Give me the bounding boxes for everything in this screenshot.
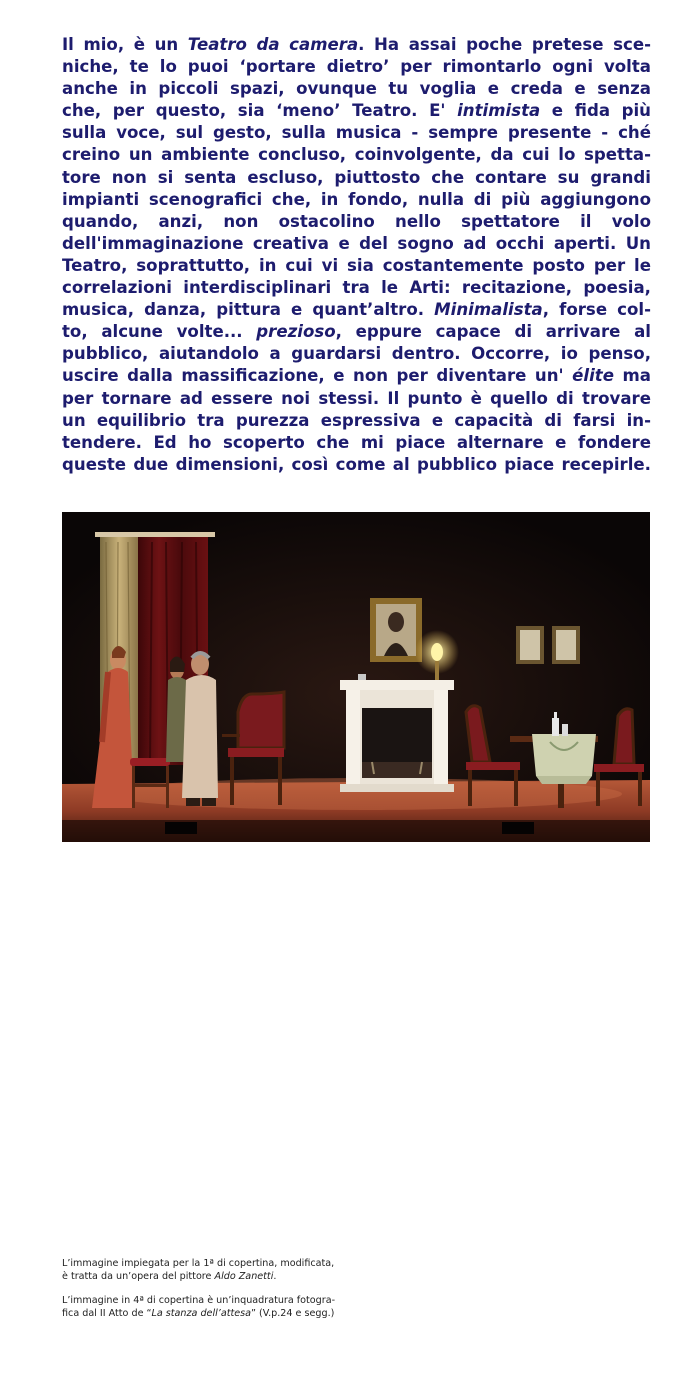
text-run: correlazioni interdisciplinari tra le Arti: recitazione, poesia, <box>62 278 651 298</box>
credit-line: . <box>273 1270 277 1282</box>
credit-line: L’immagine in 4ª di copertina è un’inquadratura fotogra- <box>62 1295 336 1307</box>
paragraph-line <box>62 277 651 299</box>
paragraph-line <box>62 189 651 211</box>
paragraph-line <box>62 78 651 100</box>
body-paragraph <box>62 34 651 476</box>
emphasized-term: Minimalista <box>434 300 543 320</box>
theatre-scene-image <box>62 512 650 842</box>
emphasized-term: intimista <box>457 101 541 121</box>
paragraph-line <box>62 388 651 410</box>
text-run: , eppure capace di arrivare al <box>335 322 651 342</box>
emphasized-term: élite <box>572 366 614 386</box>
paragraph-line <box>62 255 651 277</box>
text-run: che, per questo, sia ‘meno’ Teatro. E' <box>62 101 458 121</box>
text-run: un equilibrio tra purezza espressiva e capacità di farsi in- <box>62 410 651 430</box>
paragraph-line <box>62 167 651 189</box>
text-run: e fida più <box>540 101 651 121</box>
paragraph-line <box>62 233 651 255</box>
text-run: tendere. Ed ho scoperto che mi piace alternare e fondere <box>62 432 651 452</box>
text-run: to, alcune volte... <box>62 322 257 342</box>
paragraph-line <box>62 122 651 144</box>
paragraph-line <box>62 56 651 78</box>
text-run: , forse col- <box>542 300 651 320</box>
text-run: queste due dimensioni, così come al pubblico piace recepirle. <box>62 454 651 474</box>
text-run: dell'immaginazione creativa e del sogno ad occhi aperti. Un <box>62 233 651 253</box>
text-run: quando, anzi, non ostacolino nello spettatore il volo <box>62 211 651 231</box>
text-run: tore non si senta escluso, piuttosto che contare su grandi <box>62 167 651 187</box>
text-run: Il mio, è un <box>62 35 188 54</box>
painter-name: Aldo Zanetti <box>214 1270 274 1282</box>
credit-line: L’immagine impiegata per la 1ª di copertina, modificata, <box>62 1258 335 1269</box>
image-credits <box>62 1258 402 1332</box>
credit-back-cover <box>62 1295 402 1320</box>
text-run: creino un ambiente concluso, coinvolgente, da cui lo spetta- <box>62 145 651 165</box>
text-run: . Ha assai poche pretese sce- <box>358 35 651 54</box>
text-run: uscire dalla massificazione, e non per diventare un' <box>62 366 573 386</box>
text-run: per tornare ad essere noi stessi. Il punto è quello di trovare <box>62 388 651 408</box>
text-run: sulla voce, sul gesto, sulla musica - sempre presente - ché <box>62 123 651 143</box>
credit-line: ” (V.p.24 e segg.) <box>251 1307 335 1319</box>
emphasized-term: Teatro da camera <box>187 35 359 54</box>
paragraph-line <box>62 100 651 122</box>
paragraph-line <box>62 365 651 387</box>
text-run: pubblico, aiutandolo a guardarsi dentro. Occorre, io penso, <box>62 344 651 364</box>
paragraph-line <box>62 410 651 432</box>
credit-line: è tratta da un’opera del pittore <box>62 1270 215 1282</box>
credit-line: fica dal II Atto de “ <box>62 1307 152 1319</box>
paragraph-line <box>62 144 651 166</box>
play-title: La stanza dell’attesa <box>151 1307 252 1319</box>
paragraph-line <box>62 299 651 321</box>
paragraph-line <box>62 454 651 476</box>
stage-photo <box>62 512 650 842</box>
emphasized-term: prezioso <box>256 322 336 342</box>
text-run: Teatro, soprattutto, in cui vi sia costantemente posto per le <box>62 255 651 275</box>
paragraph-line <box>62 34 651 56</box>
text-run: anche in piccoli spazi, ovunque tu voglia e creda e senza <box>62 79 651 99</box>
paragraph-line <box>62 343 651 365</box>
paragraph-line <box>62 211 651 233</box>
text-run: niche, te lo puoi ‘portare dietro’ per rimontarlo ogni volta <box>62 57 651 77</box>
paragraph-line <box>62 432 651 454</box>
text-run: musica, danza, pittura e quant’altro. <box>62 300 435 320</box>
paragraph-line <box>62 321 651 343</box>
credit-front-cover <box>62 1258 402 1283</box>
text-run: impianti scenografici che, in fondo, nulla di più aggiungono <box>62 189 651 209</box>
text-run: ma <box>613 366 651 386</box>
